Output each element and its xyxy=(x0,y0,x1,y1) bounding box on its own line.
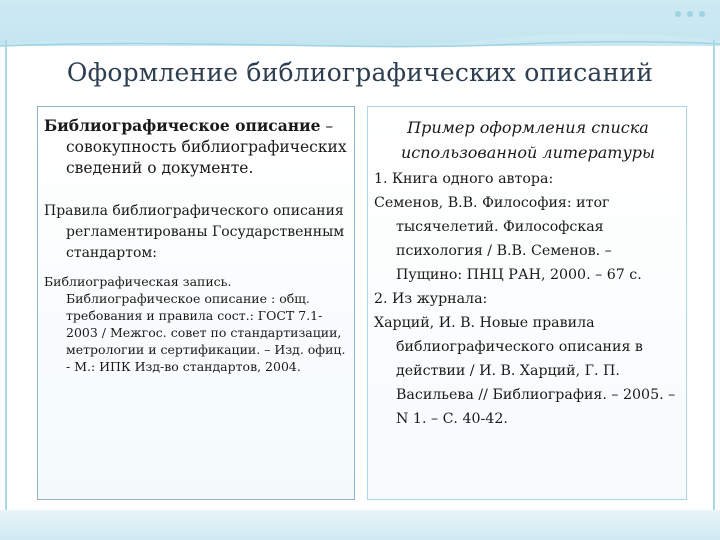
definition-term: Библиографическое описание xyxy=(44,116,321,135)
example-title: Пример оформления списка использованной литературы xyxy=(400,118,656,162)
list-item: Харций, И. В. Новые правила библиографического описания в действии / И. В. Харций, Г. П. Васильева // Библиография. – 2005. – N 1. – С. 40-42. xyxy=(374,315,676,427)
bottom-decor-band xyxy=(0,510,720,540)
corner-dots-decoration xyxy=(672,4,712,24)
definition-panel xyxy=(37,106,355,500)
slide-title: Оформление библиографических описаний xyxy=(66,58,654,87)
right-side-rule xyxy=(713,40,715,510)
rules-paragraph: Правила библиографического описания регламентированы Государственным стандартом: xyxy=(44,203,345,261)
list-item: 1. Книга одного автора: xyxy=(374,171,554,187)
definition-text: – совокупность библиографических сведений о документе. xyxy=(66,117,347,177)
definition-paragraph xyxy=(44,115,348,179)
standard-source-paragraph: Библиографическая запись. Библиографическое описание : общ. требования и правила сост.: ГОСТ 7.1-2003 / Межгос. совет по стандартизации, метрологии и сертификации. – Изд. офиц. - М.: ИПК Изд-во стандартов, 2004. xyxy=(44,274,346,374)
list-item: Семенов, В.В. Философия: итог тысячелетий. Философская психология / В.В. Семенов. – Пущино: ПНЦ РАН, 2000. – 67 с. xyxy=(374,195,642,283)
example-panel xyxy=(367,106,687,500)
left-side-rule xyxy=(5,40,7,510)
list-item: 2. Из журнала: xyxy=(374,291,488,307)
